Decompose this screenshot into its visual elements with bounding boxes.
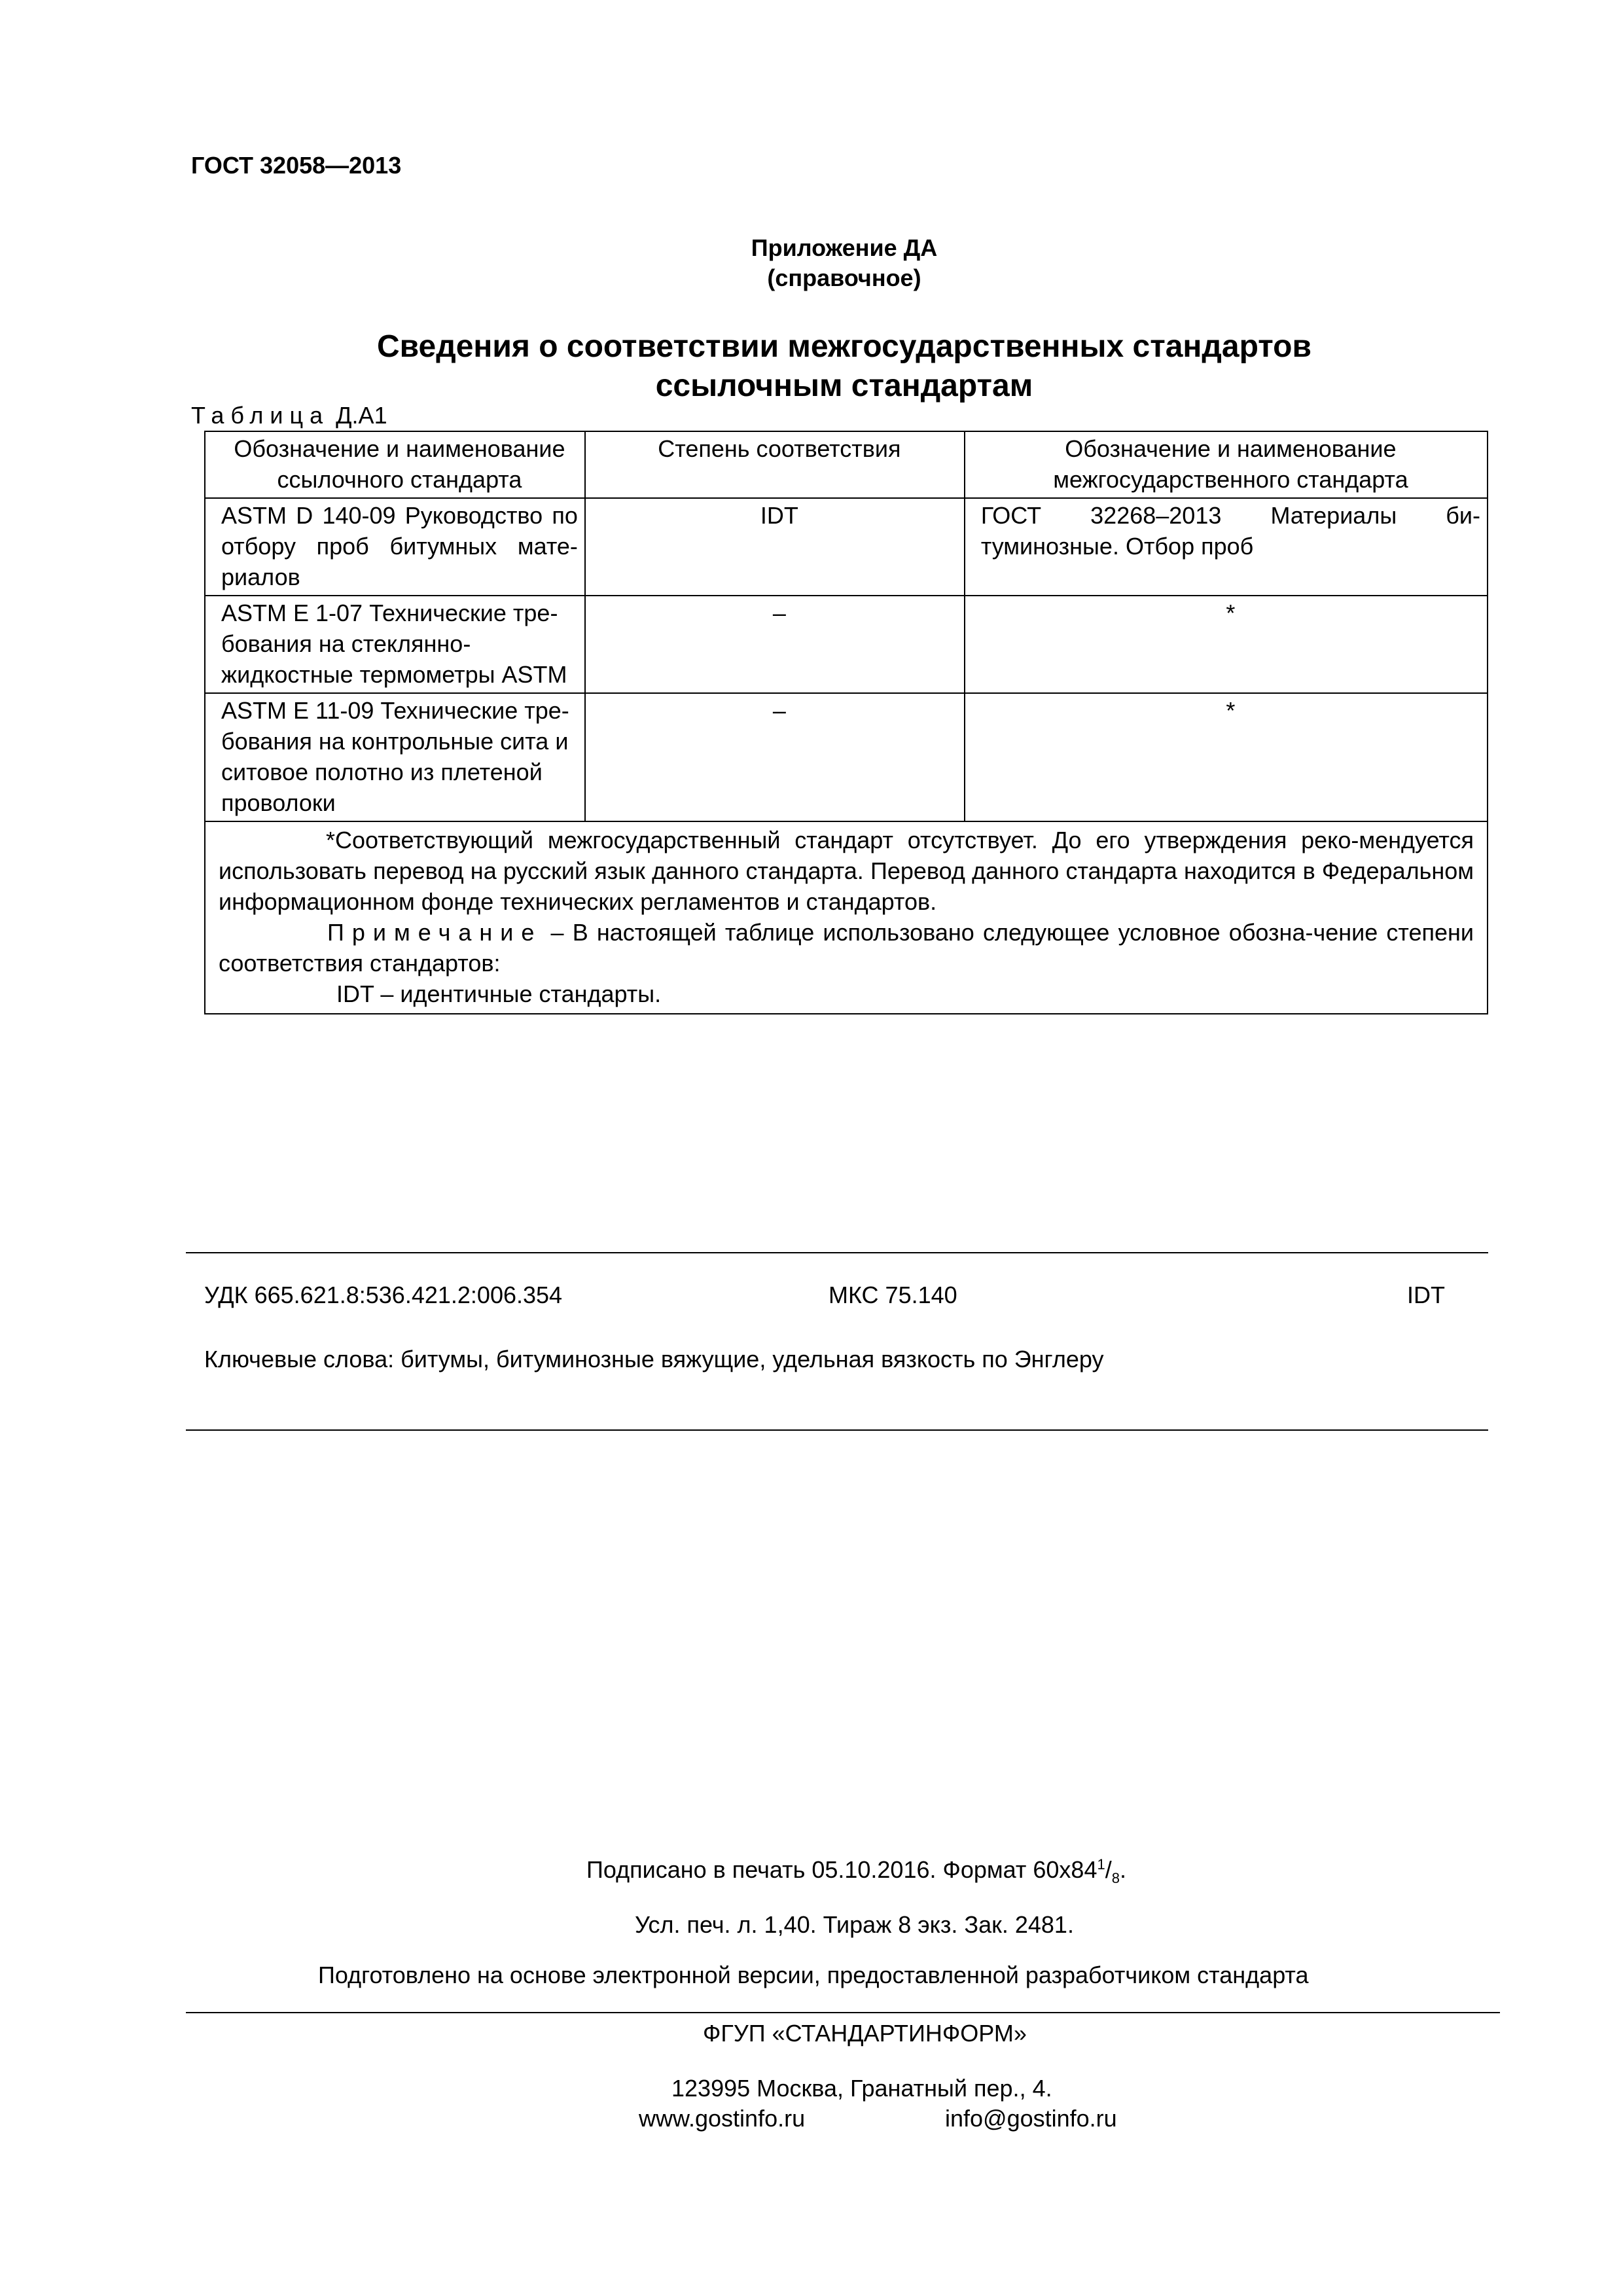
row-degree: IDT (585, 498, 965, 596)
section-title-line2: ссылочным стандартам (655, 368, 1033, 403)
appendix-type: (справочное) (767, 264, 921, 291)
divider (186, 2012, 1500, 2013)
table-footnote: *Соответствующий межгосударственный стандарт отсутствует. До его утверждения реко-мендуется использовать перевод на русский язык данного стандарта. Перевод данного стандарта находится в Федеральном информационном фонде технических регламентов и стандартов. (219, 827, 1474, 915)
publisher-email[interactable]: info@gostinfo.ru (945, 2105, 1117, 2132)
table-header-row (205, 431, 1488, 498)
divider (186, 1429, 1488, 1431)
row-degree: – (585, 693, 965, 821)
signed-line: Подписано в печать 05.10.2016. Формат $60x84^1/_8$. (586, 1856, 1126, 1887)
correspondence-table (204, 431, 1488, 1014)
row-reference: ASTM E 11-09 Технические тре-бования на контрольные сита и ситовое полотно из плетеной проволоки (205, 693, 585, 821)
section-title-line1: Сведения о соответствии межгосударственных стандартов (377, 329, 1311, 364)
format-denominator: 8 (1111, 1870, 1120, 1887)
udk-code: УДК 665.621.8:536.421.2:006.354 (204, 1282, 563, 1308)
note-word: Примечание (327, 919, 543, 946)
publisher-website[interactable]: www.gostinfo.ru (639, 2105, 806, 2132)
table-footnote-row (205, 821, 1488, 1014)
format-numerator: 1 (1097, 1856, 1105, 1873)
appendix-heading (0, 233, 1623, 293)
section-title (0, 327, 1623, 406)
table-note (219, 917, 1474, 978)
table-footnote-cell (205, 821, 1488, 1014)
note-item: IDT – идентичные стандарты. (336, 980, 662, 1007)
prepared-note: Подготовлено на основе электронной версии, предоставленной разработчиком стандарта (318, 1962, 1309, 1988)
table-caption (191, 402, 387, 429)
print-info: Усл. печ. л. 1,40. Тираж 8 экз. Зак. 2481. (635, 1911, 1074, 1938)
table-row (205, 498, 1488, 596)
header-interstate-standard: Обозначение и наименование межгосударственного стандарта (965, 431, 1488, 498)
appendix-title: Приложение ДА (751, 234, 938, 261)
header-reference-standard: Обозначение и наименование ссылочного стандарта (205, 431, 585, 498)
keywords: Ключевые слова: битумы, битуминозные вяжущие, удельная вязкость по Энглеру (204, 1346, 1104, 1372)
row-degree: – (585, 596, 965, 693)
table-row (205, 596, 1488, 693)
row-gost: ГОСТ 32268–2013 Материалы би-туминозные. Отбор проб (965, 498, 1488, 596)
row-reference: ASTM E 1-07 Технические тре-бования на стеклянно-жидкостные термометры ASTM (205, 596, 585, 693)
signed-text: Подписано в печать 05.10.2016. Формат 60x84 (586, 1856, 1097, 1883)
header-degree: Степень соответствия (585, 431, 965, 498)
mks-code: МКС 75.140 (829, 1282, 957, 1308)
table-caption-word: Таблица (191, 402, 330, 429)
row-gost: * (965, 693, 1488, 821)
publisher-name: ФГУП «СТАНДАРТИНФОРМ» (703, 2020, 1027, 2047)
signed-end: . (1119, 1856, 1126, 1883)
note-text: – В настоящей таблице использовано следующее условное обозна-чение степени соответствия стандартов: (219, 919, 1474, 977)
row-reference: ASTM D 140-09 Руководство по отбору проб битумных мате-риалов (205, 498, 585, 596)
publisher-address: 123995 Москва, Гранатный пер., 4. (671, 2075, 1052, 2102)
standard-code: ГОСТ 32058—2013 (191, 152, 402, 179)
divider (186, 1252, 1488, 1253)
table-caption-number: Д.А1 (336, 402, 387, 429)
degree-code: IDT (1407, 1282, 1445, 1308)
row-gost: * (965, 596, 1488, 693)
table-row (205, 693, 1488, 821)
